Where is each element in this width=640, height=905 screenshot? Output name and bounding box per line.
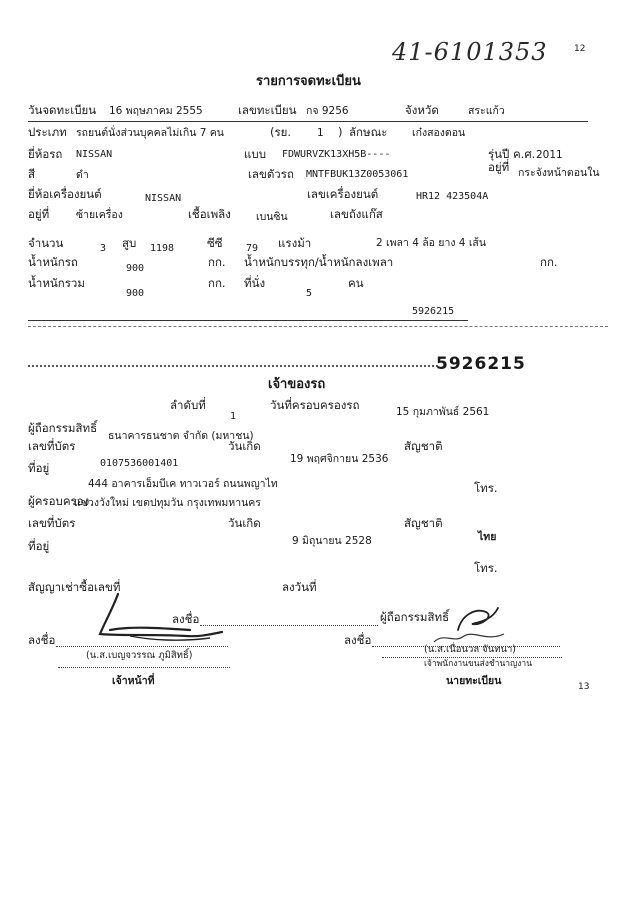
model-year: 2011 — [536, 149, 563, 161]
body-character: เก๋งสองตอน — [412, 127, 466, 139]
engine-position-label: อยู่ที่ — [28, 207, 50, 221]
document-number-large: 5926215 — [436, 354, 526, 374]
possessor-nationality-label: สัญชาติ — [404, 516, 443, 530]
sequence-number: 1 — [230, 411, 237, 422]
reg-date-label: วันจดทะเบียน — [28, 103, 97, 117]
nationality-label: สัญชาติ — [404, 439, 443, 453]
brand: NISSAN — [76, 149, 113, 160]
owner-section-title: เจ้าของรถ — [268, 377, 326, 392]
brand-label: ยี่ห้อรถ — [28, 147, 63, 161]
sequence-label: ลำดับที่ — [170, 398, 206, 412]
character-label: ลักษณะ — [349, 125, 388, 139]
id-label: เลขที่บัตร — [28, 439, 76, 453]
owner-name: ธนาคารธนชาต จำกัด (มหาชน) — [108, 430, 254, 442]
reg-date: 16 พฤษภาคม 2555 — [109, 105, 203, 117]
horsepower-label: แรงม้า — [278, 236, 312, 250]
officer-name: (น.ส.เบญจวรรณ ภูมิสิทธิ์) — [86, 650, 193, 661]
engine-number-label: เลขเครื่องยนต์ — [307, 187, 379, 201]
horsepower: 79 — [246, 243, 259, 254]
weight-label: น้ำหนักรถ — [28, 255, 78, 269]
address-label: ที่อยู่ — [28, 461, 50, 475]
engine-position: ซ้ายเครื่อง — [76, 209, 123, 221]
divider — [28, 320, 468, 321]
owner-address-line-2: แขวงวังใหม่ เขตปทุมวัน กรุงเทพมหานคร — [74, 497, 261, 509]
engine-brand-label: ยี่ห้อเครื่องยนต์ — [28, 187, 102, 201]
chassis-number: MNTFBUK13Z0053061 — [306, 169, 409, 180]
fuel-label: เชื้อเพลิง — [188, 207, 231, 221]
birth-label: วันเกิด — [228, 439, 261, 453]
section-separator — [28, 365, 438, 367]
type-code-suffix: ) — [338, 125, 343, 139]
officer-role: เจ้าหน้าที่ — [112, 675, 155, 687]
cylinders-label: สูบ — [122, 236, 137, 250]
owner-birth-date: 19 พฤศจิกายน 2536 — [290, 453, 389, 465]
axles-wheels: 2 เพลา 4 ล้อ ยาง 4 เส้น — [376, 237, 486, 249]
seats: 5 — [306, 288, 313, 299]
gross-weight: 900 — [126, 288, 145, 299]
chassis-position-label: อยู่ที่ — [488, 160, 510, 174]
divider — [28, 121, 588, 122]
telephone-label: โทร. — [474, 481, 498, 495]
possession-date-label: วันที่ครอบครองรถ — [270, 398, 360, 412]
kg-unit-3: กก. — [208, 276, 226, 290]
section-separator — [28, 326, 608, 327]
vehicle-weight: 900 — [126, 263, 145, 274]
engine-brand: NISSAN — [145, 193, 182, 204]
fuel-type: เบนซิน — [256, 211, 288, 223]
sign-label: ลงชื่อ — [172, 612, 200, 626]
plate-label: เลขทะเบียน — [238, 103, 297, 117]
owner-id: 0107536001401 — [100, 458, 179, 469]
count-label: จำนวน — [28, 236, 64, 250]
officer-signature — [90, 590, 230, 650]
model-label: แบบ — [244, 147, 267, 161]
possessor-id-label: เลขที่บัตร — [28, 516, 76, 530]
chassis-position: กระจังหน้าตอนใน — [518, 167, 600, 179]
persons-label: คน — [348, 276, 364, 290]
cylinders: 3 — [100, 243, 107, 254]
load-label: น้ำหนักบรรทุก/น้ำหนักลงเพลา — [244, 255, 394, 269]
registrar-title: เจ้าพนักงานขนส่งชำนาญงาน — [424, 659, 533, 669]
handwritten-reference: 41-6101353 — [392, 38, 548, 66]
color: ดำ — [76, 169, 89, 181]
possessor-label: ผู้ครอบครอง — [28, 494, 90, 508]
seats-label: ที่นั่ง — [244, 276, 266, 290]
page-number-top: 12 — [574, 44, 586, 54]
type-code: 1 — [317, 127, 324, 139]
color-label: สี — [28, 167, 36, 181]
kg-unit-1: กก. — [208, 255, 226, 269]
possessor-nationality: ไทย — [478, 531, 497, 543]
owner-signature-label: ผู้ถือกรรมสิทธิ์ — [380, 610, 450, 624]
engine-cc: 1198 — [150, 243, 175, 254]
year-label: รุ่นปี ค.ศ. — [488, 147, 536, 161]
cc-label: ซีซี — [207, 236, 223, 250]
province-label: จังหวัด — [405, 103, 439, 117]
name-bracket-line — [58, 667, 230, 668]
registrar-sign-label: ลงชื่อ — [344, 633, 372, 647]
gas-tank-label: เลขถังแก๊ส — [330, 207, 383, 221]
kg-unit-2: กก. — [540, 255, 558, 269]
page-number-bottom: 13 — [578, 682, 590, 692]
vehicle-type: รถยนต์นั่งส่วนบุคคลไม่เกิน 7 คน — [76, 127, 224, 139]
plate-number: กจ 9256 — [306, 105, 349, 117]
possession-date: 15 กุมภาพันธ์ 2561 — [396, 406, 490, 418]
engine-number: HR12 423504A — [416, 191, 489, 202]
lease-date-label: ลงวันที่ — [282, 580, 317, 594]
document-title: รายการจดทะเบียน — [256, 74, 361, 89]
possessor-birth-label: วันเกิด — [228, 516, 261, 530]
chassis-label: เลขตัวรถ — [248, 167, 294, 181]
gross-weight-label: น้ำหนักรวม — [28, 276, 85, 290]
owner-label: ผู้ถือกรรมสิทธิ์ — [28, 421, 98, 435]
possessor-birth-date: 9 มิถุนายน 2528 — [292, 535, 372, 547]
lease-contract-label: สัญญาเช่าซื้อเลขที่ — [28, 580, 121, 594]
model: FDWURVZK13XH5B---- — [282, 149, 391, 160]
registrar-role: นายทะเบียน — [446, 675, 502, 687]
possessor-telephone-label: โทร. — [474, 561, 498, 575]
registrar-name: (น.ส.เนื่อนวล จันทนา) — [424, 644, 517, 655]
possessor-address-label: ที่อยู่ — [28, 539, 50, 553]
owner-address-line-1: 444 อาคารเอ็มบีเค ทาวเวอร์ ถนนพญาไท — [88, 478, 278, 490]
province: สระแก้ว — [468, 105, 505, 117]
officer-sign-label: ลงชื่อ — [28, 633, 56, 647]
document-number-small: 5926215 — [412, 306, 455, 317]
type-code-prefix: (รย. — [270, 125, 292, 139]
type-label: ประเภท — [28, 125, 67, 139]
name-bracket-line — [382, 657, 562, 658]
